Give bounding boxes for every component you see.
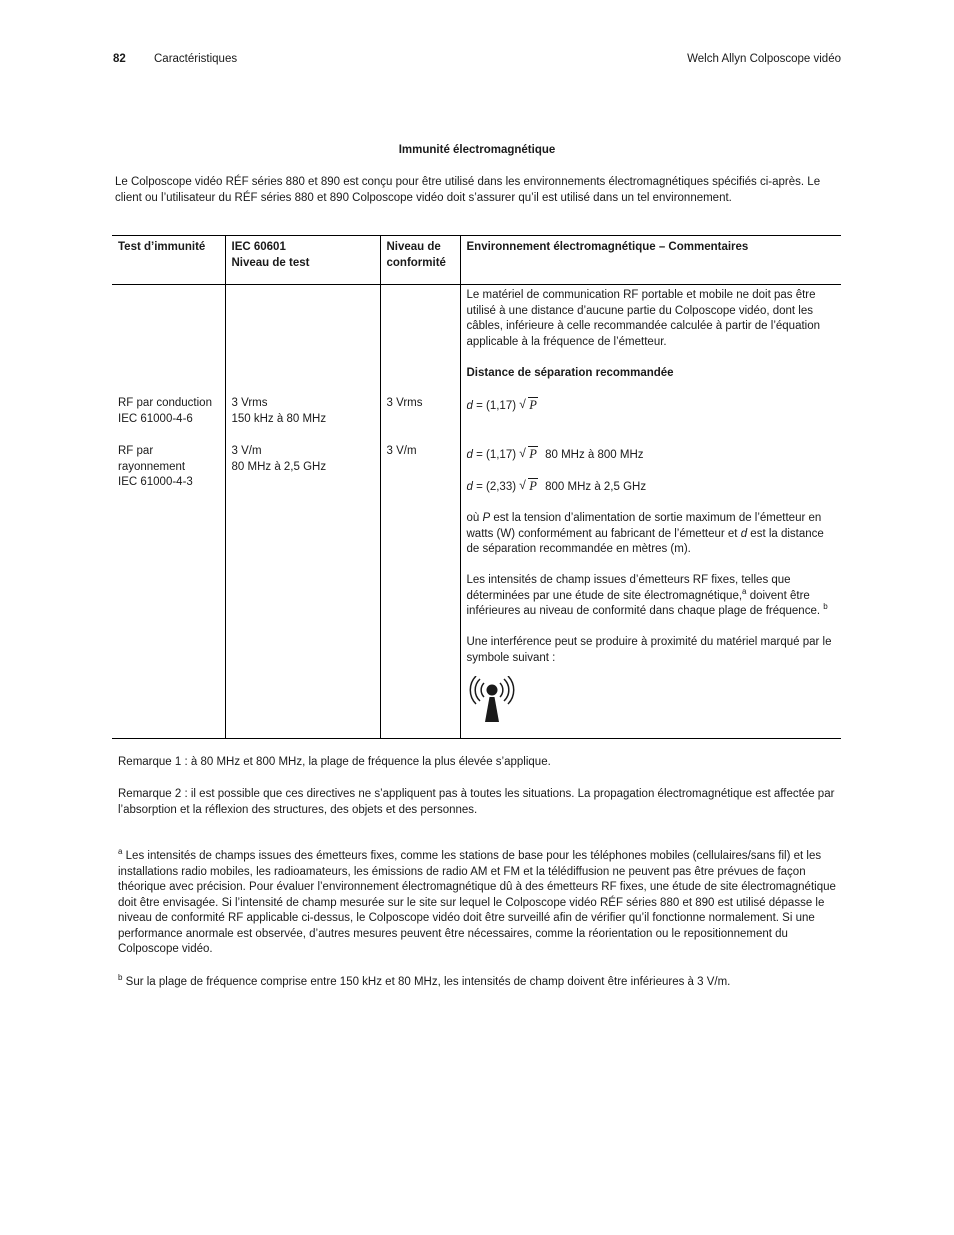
immunity-test-cell xyxy=(112,285,225,739)
document-title: Welch Allyn Colposcope vidéo xyxy=(687,53,841,65)
header-immunity-test: Test d’immunité xyxy=(118,241,206,253)
intro-paragraph: Le Colposcope vidéo RÉF séries 880 et 890 est conçu pour être utilisé dans les environnements électromagnétiques spécifiés ci-après. Le client ou l’utilisateur du RÉF séries 880 et 890 Colposcope vidéo doit s’assurer qu’il est utilisé dans un tel environnement. xyxy=(115,176,821,204)
environment-para-3: Les intensités de champ issues d’émetteurs RF fixes, telles que déterminées par une étude de site électromagnétique,$^a$ doivent être inférieures au niveau de conformité dans chaque plage de fréquence. $^b$ xyxy=(466,574,828,617)
page-number: 82 xyxy=(113,53,126,65)
test-level-cell xyxy=(225,285,380,739)
environment-cell xyxy=(460,285,841,739)
immunity-table xyxy=(112,235,841,739)
row-conducted-level: 3 Vrms 150 kHz à 80 MHz xyxy=(231,397,327,425)
non-ionizing-radiation-icon xyxy=(467,676,517,726)
footnote-a-text: Les intensités de champs issues des émetteurs fixes, comme les stations de base pour les téléphones mobiles (cellulaires/sans fil) et les installations radio mobiles, les radioamateurs, les émissions de radio AM et FM et la télédiffusion ne peuvent pas être prévues de façon théorique avec précision. Pour évaluer l’environnement électromagnétique dû à des émetteurs RF fixes, une étude de site électromagnétique doit être envisagée. Si l’intensité de champ mesurée sur le site sur lequel le Colposcope vidéo RÉF séries 880 et 890 est utilisé dépasse le niveau de conformité RF applicable ci-dessus, le Colposcope vidéo doit être surveillé afin de vérifier qu’il fonctionne normalement. Si une performance anormale est observée, d’autres mesures peuvent être nécessaires, comme la réorientation ou le repositionnement du Colposcope vidéo. xyxy=(118,850,836,955)
row-radiated-test: RF par rayonnement IEC 61000-4-3 xyxy=(118,445,193,488)
footnote-b xyxy=(118,975,840,991)
footnote-b-text: Sur la plage de fréquence comprise entre 150 kHz et 80 MHz, les intensités de champ doivent être inférieures à 3 V/m. xyxy=(122,976,731,988)
row-radiated-compliance: 3 V/m xyxy=(386,445,417,457)
compliance-level-cell xyxy=(380,285,460,739)
section-heading: Immunité électromagnétique xyxy=(398,144,556,156)
environment-para-2: où P est la tension d’alimentation de sortie maximum de l’émetteur en watts (W) conformément au fabricant de l’émetteur et d est la distance de séparation recommandée en mètres (m). xyxy=(466,512,824,555)
row-conducted-test: RF par conduction IEC 61000-4-6 xyxy=(118,397,212,425)
equation-radiated-high: d = (2,33) √ P 800 MHz à 2,5 GHz xyxy=(466,478,647,493)
footnote-a xyxy=(118,849,840,958)
section-name: Caractéristiques xyxy=(154,53,238,65)
equation-conducted: d = (1,17) √ P xyxy=(466,397,537,412)
footnote-a-marker: a xyxy=(118,847,123,857)
row-conducted-compliance: 3 Vrms xyxy=(386,397,423,409)
environment-para-1: Le matériel de communication RF portable et mobile ne doit pas être utilisé à une distance d’aucune partie du Colposcope vidéo, dont les câbles, inférieure à celle recommandée calculée à partir de l’équation applicable à la fréquence de l’émetteur. xyxy=(466,289,821,348)
environment-para-4: Une interférence peut se produire à proximité du matériel marqué par le symbole suivant : xyxy=(466,636,832,664)
page-header xyxy=(113,52,841,68)
header-iec-test-level: IEC 60601 Niveau de test xyxy=(225,236,380,285)
footnote-b-marker: b xyxy=(118,973,123,983)
row-radiated-level: 3 V/m 80 MHz à 2,5 GHz xyxy=(231,445,327,473)
separation-distance-heading: Distance de séparation recommandée xyxy=(466,366,674,379)
header-compliance-level: Niveau de conformité xyxy=(380,236,460,285)
table-header-row xyxy=(112,236,841,285)
table-row xyxy=(112,285,841,739)
equation-radiated-low: d = (1,17) √ P 80 MHz à 800 MHz xyxy=(466,445,644,461)
note-2: Remarque 2 : il est possible que ces directives ne s’appliquent pas à toutes les situations. La propagation électromagnétique est affectée par l’absorption et la réflexion des structures, des objets et des personnes. xyxy=(118,788,835,816)
header-environment: Environnement électromagnétique – Commentaires xyxy=(460,236,841,285)
note-1: Remarque 1 : à 80 MHz et 800 MHz, la plage de fréquence la plus élevée s’applique. xyxy=(118,756,551,768)
